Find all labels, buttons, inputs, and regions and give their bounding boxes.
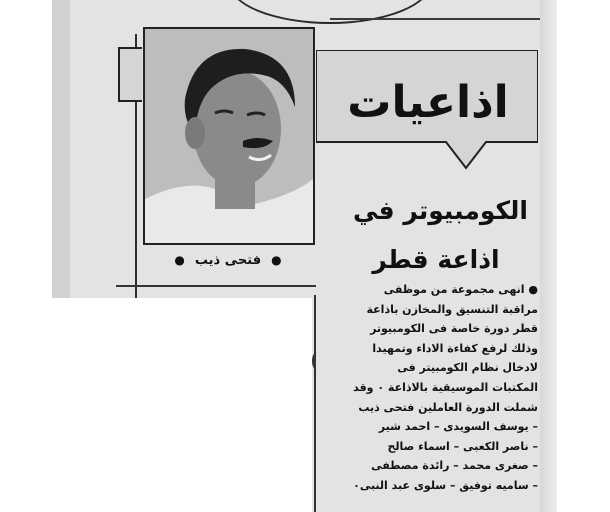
bracket-mark xyxy=(312,352,322,370)
article-line: – صغرى محمد – رائدة مصطفى xyxy=(371,459,538,473)
article-line: شملت الدورة العاملين فتحى ذيب xyxy=(358,400,538,414)
article-body xyxy=(330,280,538,496)
article-line: مراقبة التنسيق والمخازن باذاعة xyxy=(366,302,538,316)
top-rule xyxy=(330,18,540,20)
article-line: – ساميه توفيق – سلوى عبد النبى٠ xyxy=(353,478,538,492)
caption-bullet-right: ● xyxy=(271,253,282,267)
headline-line-1: الكومبيوتر في xyxy=(352,196,528,225)
article-line: – يوسف السويدى – احمد شير xyxy=(378,420,538,434)
article-line: قطر دورة خاصة فى الكومبيوتر xyxy=(370,322,538,336)
portrait-photo xyxy=(143,27,315,245)
blank-region xyxy=(52,298,312,512)
page-edge-right xyxy=(540,0,557,512)
article-line: ● انهى مجموعة من موظفى xyxy=(383,283,538,296)
article-line: – ناصر الكعبى – اسماء صالح xyxy=(387,439,538,453)
banner-left-tab xyxy=(118,47,142,102)
portrait-illustration xyxy=(145,29,313,243)
article-line: وذلك لرفع كفاءة الاداء وتمهيدا xyxy=(372,341,538,355)
article-line: لادخال نظام الكومبيتر فى xyxy=(397,361,538,375)
caption-bullet-left: ● xyxy=(174,253,185,267)
left-column-divider xyxy=(314,295,316,512)
section-title: اذاعيات xyxy=(347,77,509,128)
article-line: المكتبات الموسيقية بالاذاعة ٠ وقد xyxy=(353,380,538,394)
caption-name: فتحى ذيب xyxy=(194,253,262,268)
headline-line-2: اذاعة قطر xyxy=(372,245,500,274)
photo-caption xyxy=(150,253,306,268)
left-column-rule xyxy=(116,285,316,287)
